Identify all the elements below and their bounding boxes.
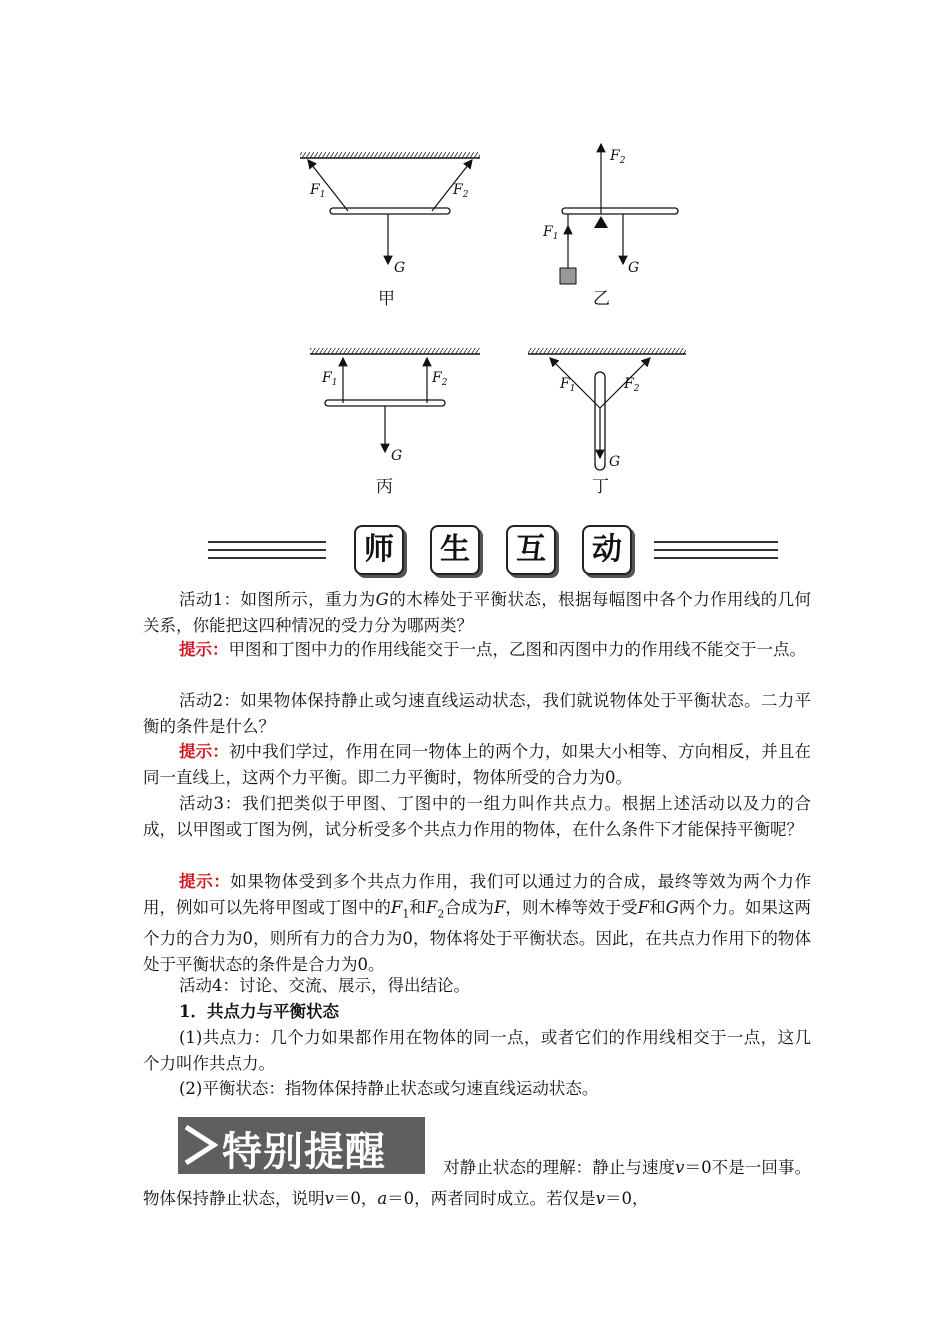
section-heading: 1．共点力与平衡状态	[179, 1002, 339, 1021]
hint-1: 提示：甲图和丁图中力的作用线能交于一点，乙图和丙图中力的作用线不能交于一点。	[179, 640, 806, 659]
label-g: G	[609, 454, 621, 470]
banner-char: 互	[506, 525, 556, 575]
diagram-yi	[542, 144, 678, 309]
label-f1: $F_1$	[322, 370, 338, 388]
label-f1: $F_1$	[543, 224, 559, 242]
definition-equilibrium: (2)平衡状态：指物体保持静止状态或匀速直线运动状态。	[179, 1079, 599, 1098]
activity-2: 活动2：如果物体保持静止或匀速直线运动状态，我们就说物体处于平衡状态。二力平衡的条件是什么？	[143, 691, 811, 736]
label-g: G	[391, 448, 403, 464]
force-diagrams-figure	[278, 122, 710, 514]
label-ding: 丁	[592, 477, 609, 497]
activity-4: 活动4：讨论、交流、展示，得出结论。	[179, 976, 470, 995]
label-bing: 丙	[376, 477, 393, 497]
diagram-jia	[300, 152, 480, 309]
special-reminder-label: 特别提醒	[178, 1117, 425, 1174]
diagram-ding	[528, 348, 686, 497]
hint-3: 提示：如果物体受到多个共点力作用，我们可以通过力的合成，最终等效为两个力作用，例如可以先将甲图或丁图中的$F_1$和$F_2$合成为F，则木棒等效于受F和G两个力。如果这两个力的合力为0，则所有力的合力为0，物体将处于平衡状态。因此，在共点力作用下的物体处于平衡状态的条件是合力为0。	[143, 872, 812, 974]
label-jia: 甲	[378, 289, 395, 309]
diagram-bing	[310, 348, 480, 497]
banner-char: 师	[354, 525, 404, 575]
definition-concurrent-force: (1)共点力：几个力如果都作用在物体的同一点，或者它们的作用线相交于一点，这几个力叫作共点力。	[143, 1028, 811, 1073]
activity-1: 活动1：如图所示，重力为G的木棒处于平衡状态，根据每幅图中各个力作用线的几何关系，你能把这四种情况的受力分为哪两类？	[143, 590, 812, 635]
label-f2: $F_2$	[624, 376, 640, 394]
label-f2: $F_2$	[453, 182, 469, 200]
label-g: G	[628, 260, 640, 276]
banner-char: 动	[582, 525, 632, 575]
label-f1: $F_1$	[310, 182, 326, 200]
banner-char: 生	[430, 525, 480, 575]
activity-3: 活动3：我们把类似于甲图、丁图中的一组力叫作共点力。根据上述活动以及力的合成，以甲图或丁图为例，试分析受多个共点力作用的物体，在什么条件下才能保持平衡呢？	[143, 794, 812, 839]
label-yi: 乙	[593, 289, 610, 309]
label-g: G	[394, 260, 406, 276]
label-f2: $F_2$	[610, 148, 626, 166]
hint-2: 提示：初中我们学过，作用在同一物体上的两个力，如果大小相等、方向相反，并且在同一直线上，这两个力平衡。即二力平衡时，物体所受的合力为0。	[143, 742, 812, 787]
label-f1: $F_1$	[560, 376, 576, 394]
teacher-student-banner	[208, 521, 778, 581]
reminder-text: 对静止状态的理解：静止与速度v＝0不是一回事。物体保持静止状态，说明v＝0，a＝0，两者同时成立。若仅是v＝0，	[143, 1158, 812, 1208]
label-f2: $F_2$	[432, 370, 448, 388]
